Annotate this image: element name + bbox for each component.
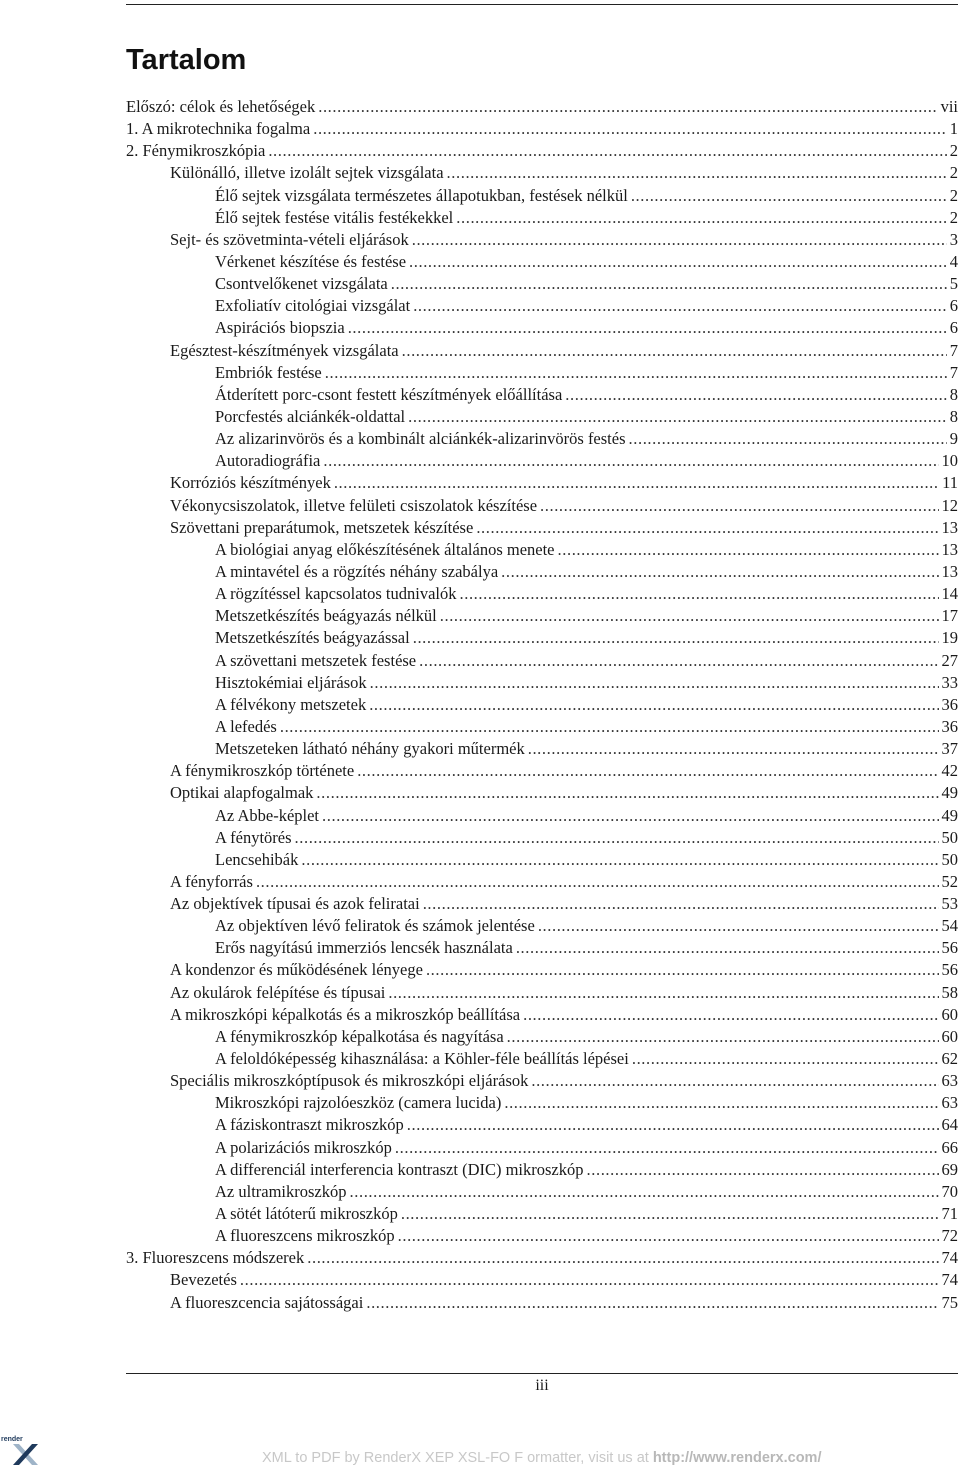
toc-entry-title: A fénytörés [215,827,292,847]
toc-entry-page: vii [940,97,958,116]
toc-dot-leader [413,295,947,317]
toc-dot-leader [334,472,939,494]
toc-entry[interactable] [126,495,958,517]
toc-dot-leader [565,384,946,406]
toc-entry-page: 11 [942,473,958,493]
toc-dot-leader [391,273,947,295]
toc-entry[interactable] [126,650,958,672]
toc-entry[interactable] [126,450,958,472]
toc-entry-page: 33 [941,672,958,692]
toc-entry-title: A fluoreszcencia sajátosságai [170,1292,364,1312]
toc-entry[interactable] [126,1269,958,1291]
toc-entry-title: Hisztokémiai eljárások [215,672,367,692]
top-rule [126,4,958,5]
toc-entry-page: 37 [941,739,958,759]
toc-entry-title: Sejt- és szövetminta-vételi eljárások [170,229,409,249]
toc-entry-title: Metszetkészítés beágyazással [215,628,410,648]
toc-dot-leader [538,915,939,937]
toc-dot-leader [632,1048,939,1070]
toc-dot-leader [370,672,939,694]
toc-dot-leader [629,428,947,450]
toc-dot-leader [301,849,938,871]
toc-entry[interactable] [126,406,958,428]
toc-entry-title: A fluoreszcens mikroszkóp [215,1226,395,1246]
toc-entry-title: Az ultramikroszkóp [215,1181,347,1201]
toc-entry-title: Exfoliatív citológiai vizsgálat [215,296,411,316]
toc-entry-page: 58 [941,982,958,1002]
toc-entry-title: Átderített porc-csont festett készítmények előállítása [215,384,563,404]
toc-dot-leader [313,118,947,140]
toc-entry[interactable] [126,1292,958,1314]
toc-entry-page: 63 [941,1093,958,1113]
toc-entry[interactable] [126,871,958,893]
toc-entry-page: 42 [941,761,958,781]
toc-entry[interactable] [126,1137,958,1159]
toc-entry-page: 63 [941,1071,958,1091]
toc-entry-page: 13 [941,517,958,537]
toc-entry-title: Korróziós készítmények [170,473,331,493]
toc-entry-page: 19 [941,628,958,648]
toc-dot-leader [388,982,938,1004]
toc-entry[interactable] [126,1026,958,1048]
toc-entry-title: A fénymikroszkóp képalkotása és nagyítása [215,1026,504,1046]
toc-entry-page: 13 [941,561,958,581]
toc-entry-page: 74 [941,1270,958,1290]
toc-dot-leader [322,805,938,827]
toc-entry[interactable] [126,1092,958,1114]
toc-entry-title: Bevezetés [170,1270,237,1290]
toc-entry-title: A lefedés [215,716,277,736]
toc-entry[interactable] [126,627,958,649]
toc-dot-leader [307,1247,938,1269]
toc-entry-page: 72 [941,1226,958,1246]
toc-entry-page: 6 [949,296,958,316]
toc-entry[interactable] [126,295,958,317]
toc-entry-page: 71 [941,1204,958,1224]
toc-entry[interactable] [126,472,958,494]
toc-dot-leader [323,450,938,472]
toc-dot-leader [456,207,946,229]
toc-entry-title: A feloldóképesség kihasználása: a Köhler-féle beállítás lépései [215,1049,629,1069]
toc-entry[interactable] [126,1048,958,1070]
toc-entry[interactable] [126,605,958,627]
toc-dot-leader [407,1114,939,1136]
toc-entry-page: 7 [949,340,958,360]
toc-dot-leader [295,827,939,849]
toc-dot-leader [395,1137,939,1159]
toc-dot-leader [398,1225,939,1247]
toc-dot-leader [501,561,938,583]
toc-dot-leader [558,539,939,561]
toc-entry-title: A differenciál interferencia kontraszt (DIC) mikroszkóp [215,1159,584,1179]
watermark-text: XML to PDF by RenderX XEP XSL-FO F ormatter, visit us at [262,1450,653,1466]
toc-entry-title: Erős nagyítású immerziós lencsék használata [215,938,513,958]
toc-entry-title: A sötét látóterű mikroszkóp [215,1204,398,1224]
toc-entry[interactable] [126,583,958,605]
toc-entry-page: 75 [941,1292,958,1312]
toc-entry-title: Vérkenet készítése és festése [215,251,407,271]
toc-entry[interactable] [126,893,958,915]
toc-dot-leader [587,1159,939,1181]
toc-entry-page: 50 [941,849,958,869]
toc-entry-page: 12 [941,495,958,515]
toc-entry-title: Az objektíven lévő feliratok és számok jelentése [215,916,535,936]
toc-entry[interactable] [126,1114,958,1136]
toc-entry-page: 1 [949,119,958,139]
toc-entry-title: Az objektívek típusai és azok feliratai [170,894,420,914]
toc-entry[interactable] [126,782,958,804]
toc-entry[interactable] [126,1181,958,1203]
toc-entry-title: Optikai alapfogalmak [170,783,314,803]
toc-dot-leader [426,959,939,981]
toc-entry[interactable] [126,1225,958,1247]
toc-entry-page: 36 [941,694,958,714]
toc-entry[interactable] [126,362,958,384]
toc-entry-page: 60 [941,1026,958,1046]
toc-dot-leader [268,140,946,162]
toc-entry-title: A fénymikroszkóp története [170,761,355,781]
toc-entry[interactable] [126,672,958,694]
toc-entry[interactable] [126,1247,958,1269]
toc-entry[interactable] [126,340,958,362]
toc-entry[interactable] [126,716,958,738]
toc-entry-page: 8 [949,384,958,404]
toc-entry[interactable] [126,1070,958,1092]
toc-entry[interactable] [126,517,958,539]
toc-entry-title: Élő sejtek festése vitális festékekkel [215,207,454,227]
toc-dot-leader [413,627,939,649]
toc-entry-page: 64 [941,1115,958,1135]
toc-entry-title: 1. A mikrotechnika fogalma [126,119,311,139]
toc-dot-leader [240,1269,939,1291]
toc-entry-page: 17 [941,606,958,626]
toc-entry-title: A félvékony metszetek [215,694,367,714]
toc-entry-title: Lencsehibák [215,849,299,869]
toc-entry-page: 10 [941,451,958,471]
toc-dot-leader [504,1092,938,1114]
toc-entry[interactable] [126,251,958,273]
toc-entry-page: 5 [949,274,958,294]
toc-dot-leader [516,937,939,959]
toc-entry[interactable] [126,140,958,162]
toc-dot-leader [528,738,939,760]
toc-entry[interactable] [126,982,958,1004]
toc-entry-page: 56 [941,960,958,980]
toc-entry-page: 36 [941,716,958,736]
toc-dot-leader [280,716,939,738]
toc-entry-page: 50 [941,827,958,847]
toc-entry-title: A fáziskontraszt mikroszkóp [215,1115,404,1135]
toc-entry[interactable] [126,1004,958,1026]
toc-entry-title: Az Abbe-képlet [215,805,320,825]
toc-entry-page: 54 [941,916,958,936]
toc-dot-leader [631,185,947,207]
toc-entry[interactable] [126,273,958,295]
toc-entry-page: 70 [941,1181,958,1201]
toc-dot-leader [540,495,938,517]
toc-entry[interactable] [126,694,958,716]
toc-entry-title: Csontvelőkenet vizsgálata [215,274,388,294]
toc-dot-leader [325,362,947,384]
toc-entry-page: 52 [941,871,958,891]
toc-entry[interactable] [126,96,958,118]
toc-entry-title: A rögzítéssel kapcsolatos tudnivalók [215,584,457,604]
toc-entry-page: 2 [949,163,958,183]
toc-entry-page: 2 [949,141,958,161]
toc-entry[interactable] [126,428,958,450]
toc-entry-title: Előszó: célok és lehetőségek [126,97,316,116]
toc-entry-page: 49 [941,783,958,803]
toc-entry[interactable] [126,1203,958,1225]
toc-entry-title: A fényforrás [170,871,253,891]
toc-entry[interactable] [126,185,958,207]
toc-entry-title: Szövettani preparátumok, metszetek készítése [170,517,474,537]
watermark [262,1449,821,1467]
toc-entry[interactable] [126,760,958,782]
toc-entry-page: 53 [941,894,958,914]
toc-entry-title: Az alizarinvörös és a kombinált alciánkék-alizarinvörös festés [215,429,626,449]
toc-dot-leader [402,340,947,362]
toc-entry-title: 3. Fluoreszcens módszerek [126,1248,305,1268]
toc-dot-leader [447,162,947,184]
toc-entry[interactable] [126,561,958,583]
toc-dot-leader [316,782,938,804]
toc-dot-leader [348,317,947,339]
toc-entry-page: 3 [949,229,958,249]
toc-dot-leader [350,1181,939,1203]
toc-entry-page: 8 [949,406,958,426]
toc-entry-title: A mikroszkópi képalkotás és a mikroszkóp beállítása [170,1004,521,1024]
toc-dot-leader [256,871,939,893]
toc-entry-title: Aspirációs biopszia [215,318,345,338]
toc-entry-title: Különálló, illetve izolált sejtek vizsgálata [170,163,444,183]
toc-dot-leader [369,694,938,716]
toc-entry-page: 62 [941,1049,958,1069]
toc-entry-title: Metszetkészítés beágyazás nélkül [215,606,437,626]
toc-entry-title: A kondenzor és működésének lényege [170,960,423,980]
toc-entry-page: 74 [941,1248,958,1268]
toc-entry[interactable] [126,229,958,251]
toc-entry-page: 66 [941,1137,958,1157]
toc-entry-title: Egésztest-készítmények vizsgálata [170,340,399,360]
toc-dot-leader [507,1026,939,1048]
toc-dot-leader [523,1004,938,1026]
toc-dot-leader [419,650,938,672]
toc-entry-page: 4 [949,251,958,271]
watermark-link[interactable]: http://www.renderx.com/ [652,1450,822,1466]
toc-entry-page: 13 [941,539,958,559]
toc-entry[interactable] [126,959,958,981]
toc-dot-leader [408,406,947,428]
logo-text: render [1,1436,23,1443]
toc-entry-page: 69 [941,1159,958,1179]
toc-dot-leader [409,251,947,273]
renderx-logo-icon [0,1436,40,1465]
page-number: iii [535,1377,549,1394]
bottom-rule [126,1373,958,1374]
toc-entry-title: Embriók festése [215,362,322,382]
toc-entry-title: A mintavétel és a rögzítés néhány szabálya [215,561,499,581]
toc-entry-page: 2 [949,207,958,227]
toc-entry[interactable] [126,738,958,760]
toc-entry-page: 7 [949,362,958,382]
toc-entry-title: A szövettani metszetek festése [215,650,417,670]
toc-entry-title: Speciális mikroszkóptípusok és mikroszkópi eljárások [170,1071,529,1091]
toc-entry-title: Az okulárok felépítése és típusai [170,982,386,1002]
toc-entry[interactable] [126,805,958,827]
toc-dot-leader [476,517,938,539]
toc-entry-title: Vékonycsiszolatok, illetve felületi csiszolatok készítése [170,495,538,515]
toc-entry-page: 56 [941,938,958,958]
toc-entry-title: Metszeteken látható néhány gyakori műtermék [215,739,525,759]
toc-entry[interactable] [126,317,958,339]
toc-dot-leader [460,583,939,605]
toc-entry[interactable] [126,937,958,959]
toc-entry-page: 6 [949,318,958,338]
toc-entry-page: 49 [941,805,958,825]
toc-entry[interactable] [126,207,958,229]
toc-dot-leader [318,96,937,118]
toc-entry-title: Porcfestés alciánkék-oldattal [215,406,406,426]
toc-entry-title: A biológiai anyag előkészítésének általános menete [215,539,555,559]
toc-dot-leader [531,1070,938,1092]
toc-entry-page: 60 [941,1004,958,1024]
toc-entry[interactable] [126,1159,958,1181]
toc-dot-leader [412,229,947,251]
toc-entry[interactable] [126,162,958,184]
toc-entry[interactable] [126,118,958,140]
toc-dot-leader [357,760,938,782]
toc-dot-leader [366,1292,938,1314]
toc-entry[interactable] [126,539,958,561]
toc-entry-title: Mikroszkópi rajzolóeszköz (camera lucida) [215,1093,502,1113]
toc-entry[interactable] [126,384,958,406]
toc-dot-leader [401,1203,939,1225]
toc-entry-title: Autoradiográfia [215,451,321,471]
toc-entry-page: 2 [949,185,958,205]
toc-entry[interactable] [126,849,958,871]
page-title: Tartalom [126,44,247,76]
toc-entry-title: A polarizációs mikroszkóp [215,1137,392,1157]
toc-dot-leader [423,893,939,915]
toc-entry-page: 9 [949,429,958,449]
toc-entry-title: Élő sejtek vizsgálata természetes állapotukban, festések nélkül [215,185,628,205]
toc-entry-page: 27 [941,650,958,670]
toc-entry-page: 14 [941,584,958,604]
toc-entry[interactable] [126,915,958,937]
toc-dot-leader [440,605,939,627]
toc-entry[interactable] [126,827,958,849]
table-of-contents [126,96,958,1314]
toc-entry-title: 2. Fénymikroszkópia [126,141,266,161]
